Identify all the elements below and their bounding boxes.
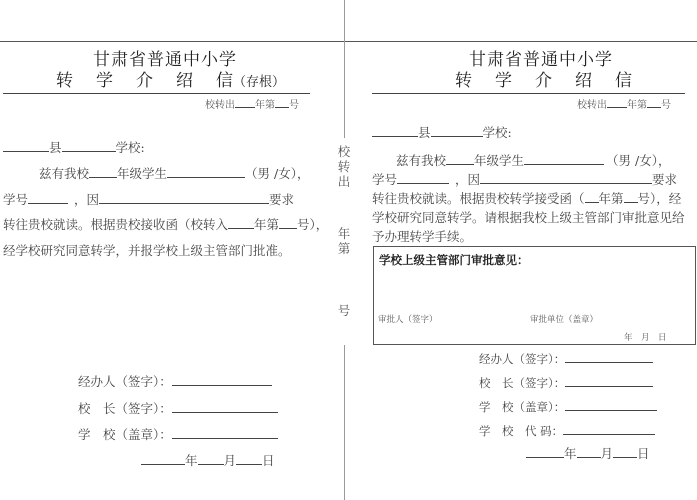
letter-school-field[interactable] bbox=[431, 124, 483, 137]
approval-box bbox=[373, 246, 696, 345]
approval-unit-label: 审批单位（盖章） bbox=[530, 315, 599, 325]
stub-title-char: 信 bbox=[216, 71, 233, 91]
stub-student-id-field[interactable] bbox=[28, 191, 68, 204]
letter-title bbox=[455, 66, 632, 91]
stub-title-suffix: （存根） bbox=[233, 75, 286, 90]
stub-title-char: 绍 bbox=[176, 71, 193, 91]
letter-reason-field[interactable] bbox=[480, 171, 652, 184]
letter-signature-principal: 校 长（签字）： bbox=[479, 374, 653, 391]
letter-student-name-field[interactable] bbox=[524, 152, 604, 165]
stub-year-field[interactable] bbox=[141, 452, 185, 465]
stub-signature-principal: 校 长（签字）： bbox=[78, 399, 278, 417]
stub-header-rule bbox=[3, 93, 310, 94]
letter-county-field[interactable] bbox=[372, 124, 418, 137]
perforation-text-mid: 年 第 bbox=[337, 226, 351, 256]
letter-title-char: 信 bbox=[615, 71, 632, 91]
letter-signature-seal: 学 校（盖章）： bbox=[479, 398, 657, 415]
letter-school-code: 学 校 代 码： bbox=[479, 422, 655, 439]
letter-line-5: 予办理转学手续。 bbox=[372, 229, 473, 244]
letter-title-char: 学 bbox=[495, 71, 512, 91]
perforation-line-top bbox=[344, 0, 345, 138]
letter-student-id-field[interactable] bbox=[397, 171, 449, 184]
letter-day-field[interactable] bbox=[613, 445, 637, 458]
letter-in-no-field[interactable] bbox=[624, 190, 638, 203]
stub-day-field[interactable] bbox=[236, 452, 262, 465]
stub-ref-number: 校转出 年第 号 bbox=[205, 100, 299, 111]
perforation-line-bottom bbox=[344, 345, 345, 500]
letter-ref-year-field[interactable] bbox=[607, 98, 627, 108]
stub-title bbox=[56, 66, 285, 91]
letter-ref-number: 校转出 年第 号 bbox=[577, 100, 671, 111]
letter-ref-no-field[interactable] bbox=[647, 98, 661, 108]
stub-seal-field[interactable] bbox=[172, 426, 278, 439]
stub-line-2: 学号 ，因 要求 bbox=[3, 192, 295, 207]
stub-signature-seal: 学 校（盖章）： bbox=[78, 425, 278, 443]
stub-ref-no-field[interactable] bbox=[275, 98, 289, 108]
letter-month-field[interactable] bbox=[577, 445, 601, 458]
stub-school-system: 甘肃省普通中小学 bbox=[93, 50, 237, 70]
letter-handler-sign-field[interactable] bbox=[565, 350, 653, 363]
letter-in-year-field[interactable] bbox=[585, 190, 599, 203]
perforation-text-top: 校 转 出 bbox=[337, 144, 351, 189]
letter-addressee: 县 学校: bbox=[372, 123, 512, 141]
stub-ref-year-field[interactable] bbox=[235, 98, 255, 108]
stub-handler-sign-field[interactable] bbox=[172, 373, 272, 386]
letter-line-1: 兹有我校 年级学生 （男 /女）， bbox=[396, 153, 671, 168]
stub-school-field[interactable] bbox=[62, 139, 116, 152]
letter-title-char: 介 bbox=[535, 71, 552, 91]
stub-line-1: 兹有我校 年级学生 （男 /女）， bbox=[39, 166, 310, 181]
stub-principal-sign-field[interactable] bbox=[172, 400, 278, 413]
top-rule bbox=[0, 41, 697, 42]
approval-date: 年 月 日 bbox=[624, 333, 667, 343]
approval-title: 学校上级主管部门审批意见： bbox=[379, 253, 529, 267]
letter-school-system: 甘肃省普通中小学 bbox=[469, 50, 613, 70]
approval-approver-label: 审批人（签字） bbox=[378, 315, 438, 325]
letter-year-field[interactable] bbox=[526, 445, 564, 458]
letter-school-code-field[interactable] bbox=[563, 422, 655, 435]
perforation-text-bot: 号 bbox=[337, 303, 351, 318]
letter-grade-field[interactable] bbox=[446, 152, 474, 165]
letter-title-char: 绍 bbox=[575, 71, 592, 91]
letter-line-3: 转往贵校就读。根据贵校转学接受函（ 年第 号），经 bbox=[372, 191, 682, 206]
stub-in-no-field[interactable] bbox=[279, 216, 297, 229]
stub-addressee: 县 学校: bbox=[3, 138, 145, 156]
stub-county-field[interactable] bbox=[3, 139, 49, 152]
letter-signature-handler: 经办人（签字）： bbox=[479, 350, 653, 367]
letter-header-rule bbox=[372, 93, 685, 94]
letter-date: 年 月 日 bbox=[526, 444, 650, 462]
stub-line-4: 经学校研究同意转学，并报学校上级主管部门批准。 bbox=[3, 243, 291, 258]
letter-title-char: 转 bbox=[455, 71, 472, 91]
letter-seal-field[interactable] bbox=[565, 398, 657, 411]
stub-title-char: 学 bbox=[96, 71, 113, 91]
stub-month-field[interactable] bbox=[198, 452, 224, 465]
stub-line-3: 转往贵校就读。根据贵校接收函（校转入 年第 号）， bbox=[3, 217, 329, 232]
stub-student-name-field[interactable] bbox=[167, 165, 245, 178]
stub-title-char: 转 bbox=[56, 71, 73, 91]
stub-date: 年 月 日 bbox=[141, 451, 275, 469]
stub-grade-field[interactable] bbox=[89, 165, 117, 178]
stub-title-char: 介 bbox=[136, 71, 153, 91]
letter-line-4: 学校研究同意转学。请根据我校上级主管部门审批意见给 bbox=[372, 210, 685, 225]
letter-principal-sign-field[interactable] bbox=[565, 374, 653, 387]
stub-signature-handler: 经办人（签字）： bbox=[78, 372, 272, 390]
letter-line-2: 学号 ，因 要求 bbox=[372, 172, 678, 187]
stub-reason-field[interactable] bbox=[99, 191, 269, 204]
stub-in-year-field[interactable] bbox=[228, 216, 254, 229]
